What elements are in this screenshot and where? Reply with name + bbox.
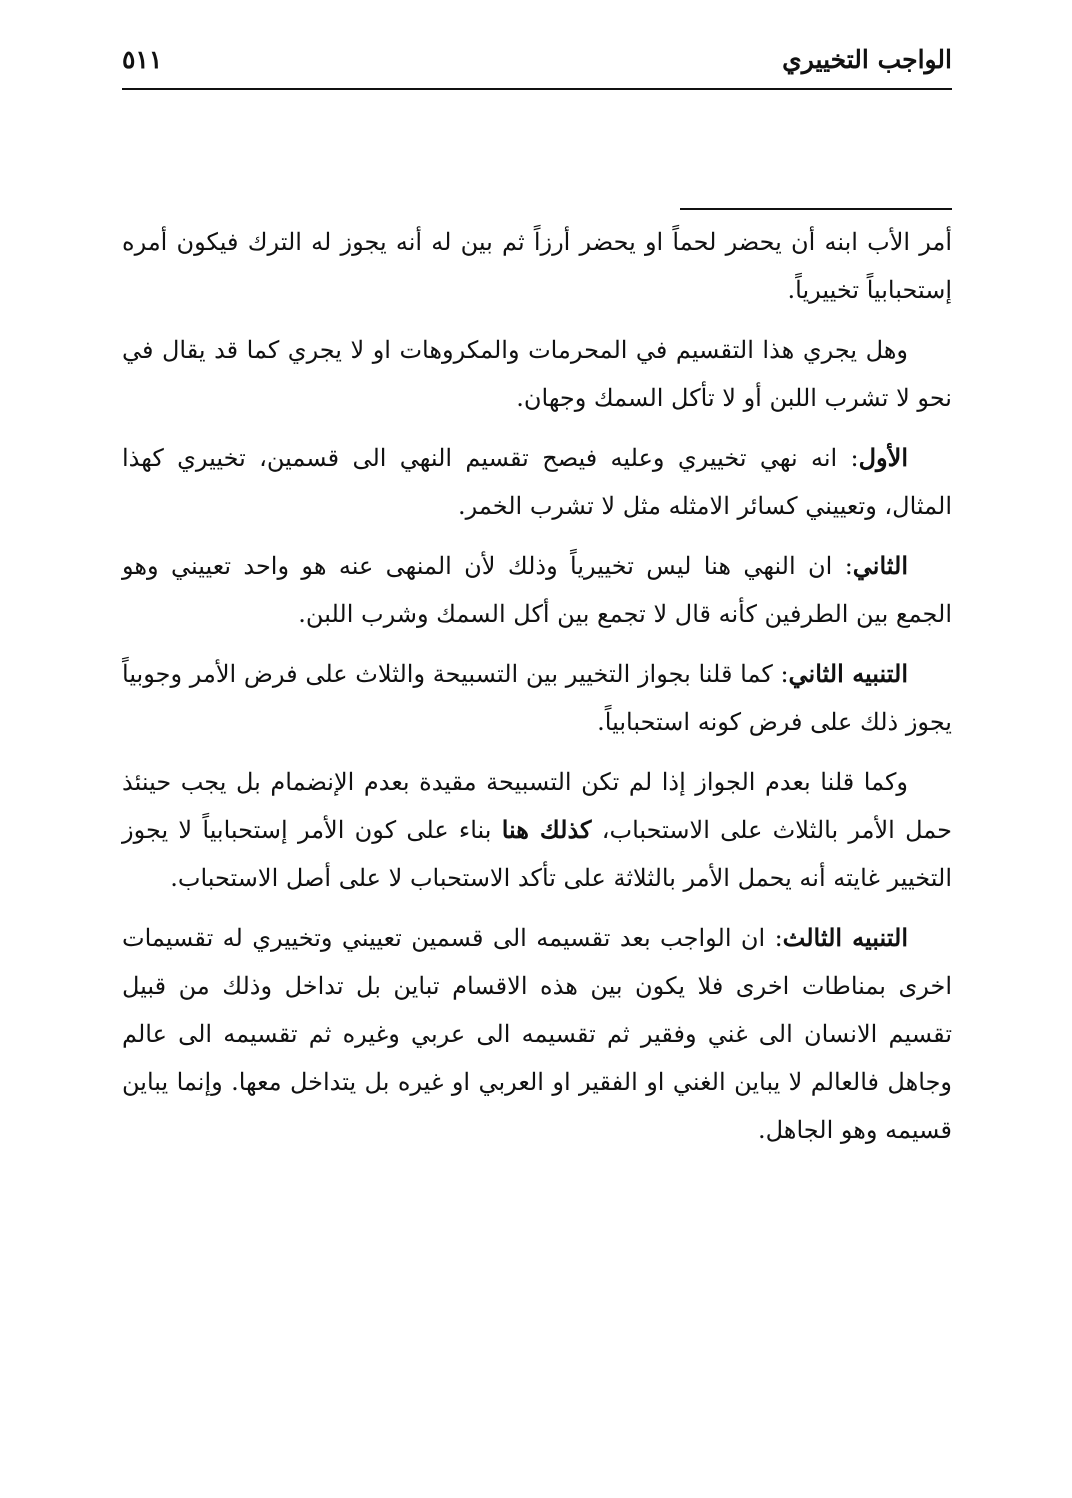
chapter-title: الواجب التخييري	[782, 45, 952, 74]
paragraph-heading: التنبيه الثاني	[788, 659, 909, 688]
paragraph-text: : انه نهي تخييري وعليه فيصح تقسيم النهي الى قسمين، تخييري كهذا المثال، وتعييني كسائر الامثله مثل لا تشرب الخمر.	[122, 444, 952, 520]
paragraph-5	[122, 650, 952, 746]
paragraph-3	[122, 434, 952, 530]
paragraph-text: بناء على كون الأمر إستحبابياً لا يجوز التخيير غايته أنه يحمل الأمر بالثلاثة على تأكد الاستحباب لا على أصل الاستحباب.	[122, 816, 952, 892]
paragraph-text: أمر الأب ابنه أن يحضر لحماً او يحضر أرزاً ثم بين له أنه يجوز له الترك فيكون أمره إستحبابياً تخييرياً.	[122, 228, 953, 304]
paragraph-6	[122, 758, 952, 902]
paragraph-text: وكما قلنا بعدم الجواز إذا لم تكن التسبيحة مقيدة بعدم الإنضمام بل يجب حينئذ حمل الأمر بالثلاث على الاستحباب،	[122, 768, 952, 844]
paragraph-text: : ان النهي هنا ليس تخييرياً وذلك لأن المنهى عنه هو واحد تعييني وهو الجمع بين الطرفين كأنه قال لا تجمع بين أكل السمك وشرب اللبن.	[122, 552, 952, 628]
header-divider	[122, 88, 952, 90]
paragraph-text: : ان الواجب بعد تقسيمه الى قسمين تعييني وتخييري له تقسيمات اخرى بمناطات اخرى فلا يكون بين هذه الاقسام تباين بل تداخل وذلك من قبيل تقسيم الانسان الى غني وفقير ثم تقسيمه الى عربي وغيره ثم تقسيمه الى عالم وجاهل فالعالم لا يباين الغني او الفقير او العربي او غيره بل يتداخل معها. وإنما يباين قسيمه وهو الجاهل.	[122, 924, 952, 1144]
paragraph-4	[122, 542, 952, 638]
footnote-divider	[680, 208, 952, 210]
paragraph-heading: الثاني	[852, 551, 908, 580]
paragraph-heading: الأول	[858, 443, 908, 472]
paragraph-1	[122, 218, 952, 314]
paragraph-emphasis: كذلك هنا	[501, 815, 592, 844]
paragraph-text: : كما قلنا بجواز التخيير بين التسبيحة والثلاث على فرض الأمر وجوبياً يجوز ذلك على فرض كونه استحبابياً.	[122, 660, 952, 736]
paragraph-7	[122, 914, 952, 1154]
paragraph-text: وهل يجري هذا التقسيم في المحرمات والمكروهات او لا يجري كما قد يقال في نحو لا تشرب اللبن أو لا تأكل السمك وجهان.	[122, 336, 952, 412]
running-header	[122, 38, 952, 88]
footnote-body	[122, 218, 952, 1166]
page-number: ٥١١	[122, 45, 163, 74]
paragraph-2	[122, 326, 952, 422]
paragraph-heading: التنبيه الثالث	[782, 923, 908, 952]
